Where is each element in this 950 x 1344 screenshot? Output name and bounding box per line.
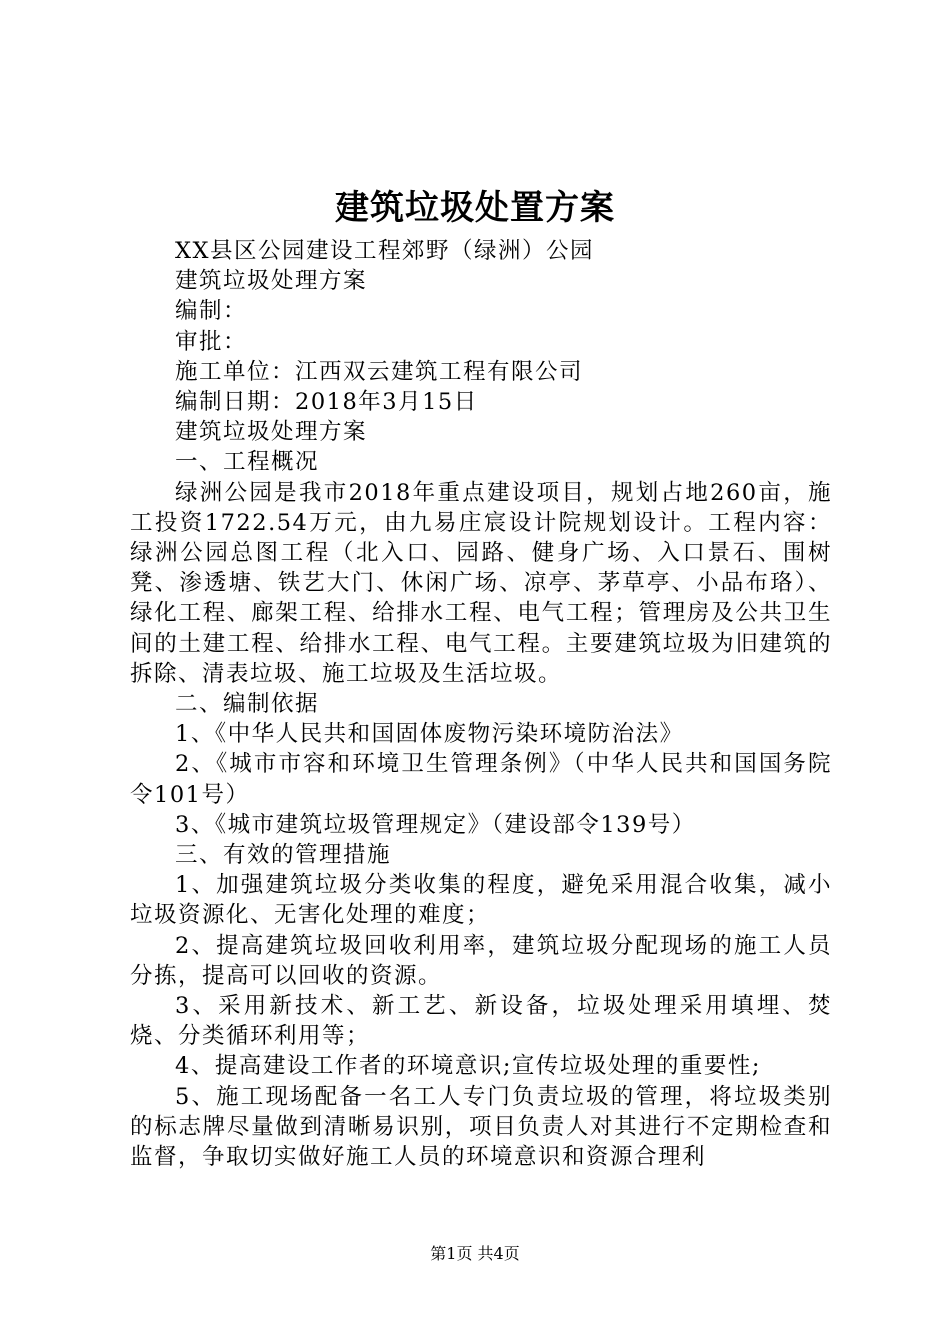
section-heading: 二、编制依据 (175, 691, 320, 718)
list-item: 1、加强建筑垃圾分类收集的程度，避免采用混合收集，减小垃圾资源化、无害化处理的难度； (130, 872, 832, 929)
section-heading: 三、有效的管理措施 (175, 842, 392, 869)
paragraph: XX县区公园建设工程郊野（绿洲）公园 (175, 238, 595, 264)
paragraph: 审批： (175, 328, 248, 355)
document-title: 建筑垃圾处置方案 (335, 188, 615, 228)
list-item: 2、《城市市容和环境卫生管理条例》（中华人民共和国国务院令101号） (130, 751, 832, 808)
paragraph: 建筑垃圾处理方案 (175, 268, 368, 295)
paragraph: 编制： (175, 298, 248, 325)
paragraph: 建筑垃圾处理方案 (175, 419, 368, 446)
paragraph: 编制日期：2018年3月15日 (175, 389, 478, 416)
page-footer: 第1页 共4页 (430, 1244, 520, 1263)
paragraph: 施工单位：江西双云建筑工程有限公司 (175, 358, 584, 385)
list-item: 3、《城市建筑垃圾管理规定》（建设部令139号） (175, 811, 696, 838)
document-body (130, 236, 832, 1172)
list-item: 5、施工现场配备一名工人专门负责垃圾的管理，将垃圾类别的标志牌尽量做到清晰易识别，项目负责人对其进行不定期检查和监督，争取切实做好施工人员的环境意识和资源合理利 (130, 1083, 832, 1171)
section-heading: 一、工程概况 (175, 449, 320, 476)
list-item: 2、提高建筑垃圾回收利用率，建筑垃圾分配现场的施工人员分拣，提高可以回收的资源。 (130, 932, 832, 989)
paragraph: 绿洲公园是我市2018年重点建设项目，规划占地260亩，施工投资1722.54万元，由九易庄宸设计院规划设计。工程内容：绿洲公园总图工程（北入口、园路、健身广场、入口景石、围树凳、渗透塘、铁艺大门、休闲广场、凉亭、茅草亭、小品布珞）、绿化工程、廊架工程、给排水工程、电气工程；管理房及公共卫生间的土建工程、给排水工程、电气工程。主要建筑垃圾为旧建筑的拆除、清表垃圾、施工垃圾及生活垃圾。 (130, 479, 832, 687)
list-item: 1、《中华人民共和国固体废物污染环境防治法》 (175, 721, 684, 748)
list-item: 3、采用新技术、新工艺、新设备，垃圾处理采用填埋、焚烧、分类循环利用等； (130, 993, 832, 1050)
list-item: 4、提高建设工作者的环境意识;宣传垃圾处理的重要性; (175, 1053, 761, 1080)
